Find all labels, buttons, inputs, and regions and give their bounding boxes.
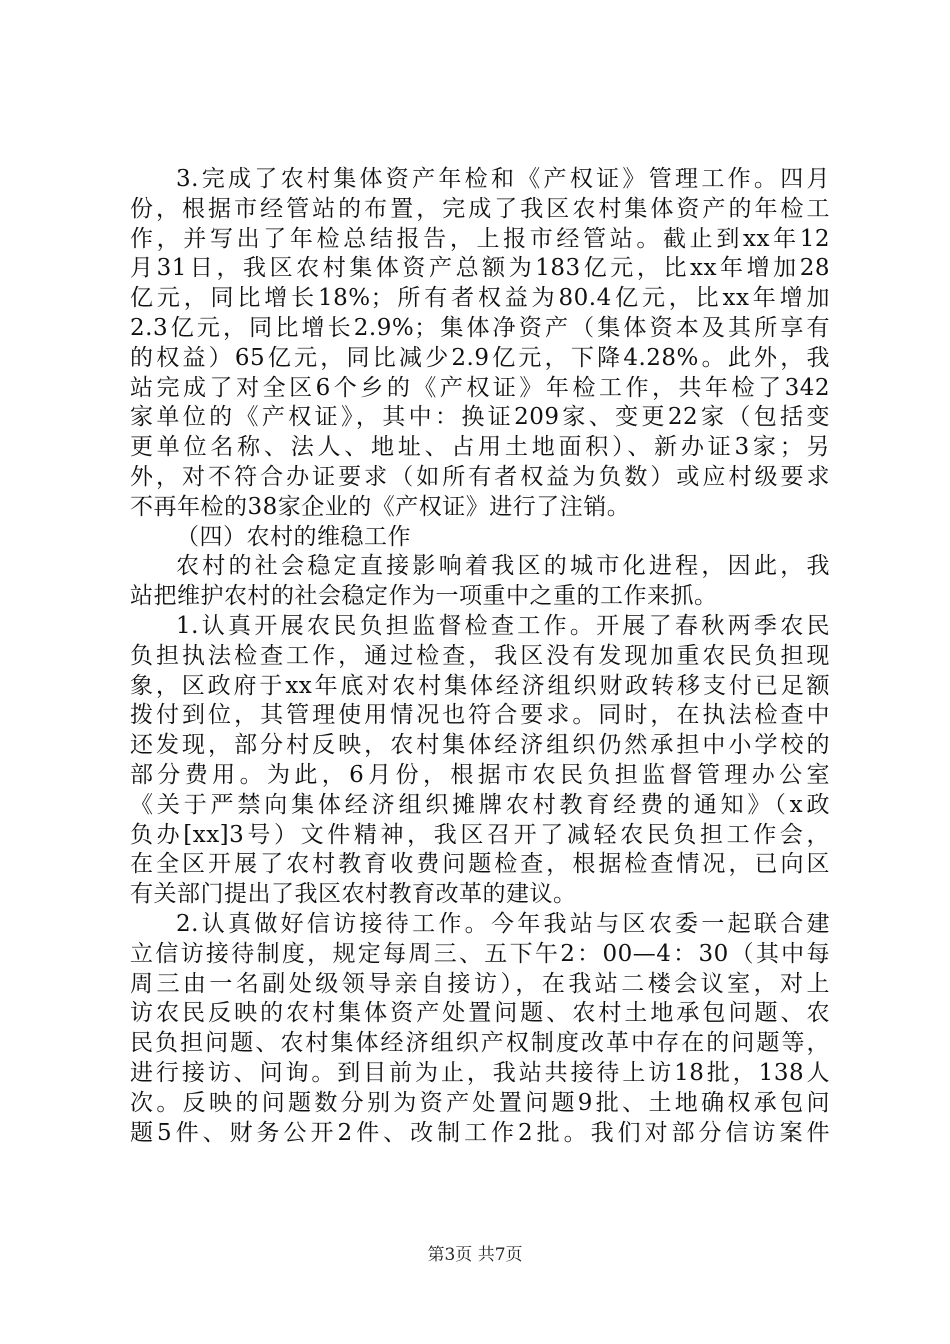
text-line: 象，区政府于xx年底对农村集体经济组织财政转移支付已足额 <box>130 672 830 699</box>
text-line: 民负担问题、农村集体经济组织产权制度改革中存在的问题等， <box>130 1030 830 1057</box>
text-line: 亿元，同比增长18%；所有者权益为80.4亿元，比xx年增加 <box>130 285 830 312</box>
text-line: 立信访接待制度，规定每周三、五下午2：00—4：30（其中每 <box>130 940 830 967</box>
text-line: 作，并写出了年检总结报告，上报市经管站。截止到xx年12 <box>130 225 830 252</box>
text-line: 更单位名称、法人、地址、占用土地面积）、新办证3家；另 <box>130 434 830 461</box>
text-line: 不再年检的38家企业的《产权证》进行了注销。 <box>130 493 631 520</box>
text-line: 还发现，部分村反映，农村集体经济组织仍然承担中小学校的 <box>130 732 830 759</box>
text-line: 农村的社会稳定直接影响着我区的城市化进程，因此，我 <box>176 553 830 580</box>
text-line: 的权益）65亿元，同比减少2.9亿元，下降4.28%。此外，我 <box>130 344 830 371</box>
text-line: 2.认真做好信访接待工作。今年我站与区农委一起联合建 <box>176 910 830 937</box>
text-line: 拨付到位，其管理使用情况也符合要求。同时，在执法检查中 <box>130 702 830 729</box>
text-line: 3.完成了农村集体资产年检和《产权证》管理工作。四月 <box>176 166 830 192</box>
text-line: 有关部门提出了我区农村教育改革的建议。 <box>130 881 577 908</box>
text-line: 访农民反映的农村集体资产处置问题、农村土地承包问题、农 <box>130 1000 830 1027</box>
text-line: 1.认真开展农民负担监督检查工作。开展了春秋两季农民 <box>176 612 830 639</box>
text-line: 站完成了对全区6个乡的《产权证》年检工作，共年检了342 <box>130 374 830 401</box>
text-line: 2.3亿元，同比增长2.9%；集体净资产（集体资本及其所享有 <box>130 314 830 341</box>
text-line: 次。反映的问题数分别为资产处置问题9批、土地确权承包问 <box>130 1089 830 1116</box>
text-line: 负担执法检查工作，通过检查，我区没有发现加重农民负担现 <box>130 642 830 669</box>
section-heading: （四）农村的维稳工作 <box>176 523 411 550</box>
text-line: 家单位的《产权证》，其中：换证209家、变更22家（包括变 <box>130 404 830 431</box>
text-line: 份，根据市经管站的布置，完成了我区农村集体资产的年检工 <box>130 195 830 222</box>
text-line: 进行接访、问询。到目前为止，我站共接待上访18批，138人 <box>130 1059 830 1086</box>
text-line: 《关于严禁向集体经济组织摊牌农村教育经费的通知》（x政 <box>130 791 830 818</box>
page-footer: 第3页 共7页 <box>427 1245 523 1265</box>
text-line: 负办[xx]3号）文件精神，我区召开了减轻农民负担工作会， <box>130 821 830 848</box>
text-line: 站把维护农村的社会稳定作为一项重中之重的工作来抓。 <box>130 583 718 610</box>
text-line: 周三由一名副处级领导亲自接访），在我站二楼会议室，对上 <box>130 970 830 997</box>
text-line: 部分费用。为此，6月份，根据市农民负担监督管理办公室 <box>130 761 830 788</box>
text-line: 题5件、财务公开2件、改制工作2批。我们对部分信访案件 <box>130 1119 830 1146</box>
document-body <box>130 165 830 1148</box>
text-line: 月31日，我区农村集体资产总额为183亿元，比xx年增加28 <box>130 255 830 282</box>
text-line: 外，对不符合办证要求（如所有者权益为负数）或应村级要求 <box>130 463 830 490</box>
text-line: 在全区开展了农村教育收费问题检查，根据检查情况，已向区 <box>130 851 830 878</box>
